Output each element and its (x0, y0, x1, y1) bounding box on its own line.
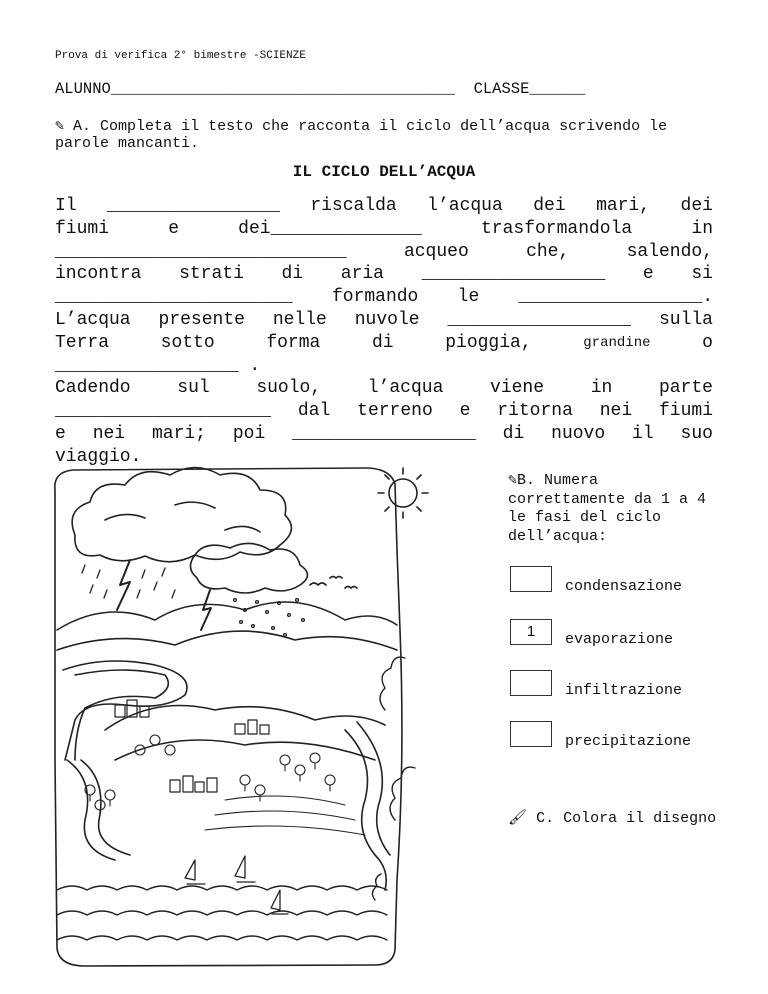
student-class-line (55, 80, 585, 98)
word: Terra (55, 332, 110, 353)
phase-number-box[interactable] (510, 721, 552, 747)
word: le (457, 287, 480, 308)
word: nelle (272, 309, 327, 330)
section-c-instruction (508, 810, 718, 829)
page-title: IL CICLO DELL’ACQUA (292, 163, 476, 181)
blank-1[interactable]: ________________ (107, 196, 280, 216)
cloze-line (55, 241, 713, 264)
blank-4[interactable]: _________________ (421, 264, 606, 285)
water-cycle-illustration (45, 460, 500, 970)
word: sotto (160, 332, 215, 353)
cloze-line (55, 195, 713, 218)
blank-2[interactable]: dei______________ (238, 218, 422, 239)
word: nuovo (551, 423, 606, 444)
phase-label: condensazione (565, 578, 683, 595)
pencil-icon: ✎ (55, 118, 65, 135)
word: che, (526, 241, 570, 262)
section-b-text: B. Numera correttamente da 1 a 4 le fasi del ciclo dell’acqua: (508, 472, 707, 545)
word: di (502, 423, 525, 444)
phase-label: evaporazione (565, 631, 674, 648)
section-b-instruction (508, 472, 723, 546)
word: in (691, 218, 713, 239)
word: e (55, 423, 66, 444)
word: suo (680, 423, 713, 444)
section-a-text: A. Completa il testo che racconta il ciclo dell’acqua scrivendo le parole mancanti. (55, 118, 668, 152)
cloze-line (55, 332, 713, 355)
phase-label: infiltrazione (565, 682, 683, 699)
phase-number-box[interactable] (510, 566, 552, 592)
word: viene (490, 378, 545, 399)
word: suolo, (256, 378, 322, 399)
word: mari; (151, 423, 206, 444)
word: il (632, 423, 654, 444)
word: dei (533, 196, 566, 216)
word: di (281, 264, 304, 285)
brush-icon: 🖌 (508, 810, 528, 827)
word: fiumi (658, 401, 713, 422)
word: di (371, 332, 394, 353)
blank-6[interactable]: _________________. (518, 287, 713, 308)
blank-3[interactable]: ___________________________ (55, 241, 347, 262)
section-a-instruction (55, 118, 715, 152)
word: forma (266, 332, 321, 353)
word: in (590, 378, 613, 399)
word: sulla (658, 309, 713, 330)
cloze-line (55, 400, 713, 423)
blank-5[interactable]: ______________________ (55, 287, 293, 308)
test-subtitle: Prova di verifica 2° bimestre -SCIENZE (55, 50, 306, 62)
word: dei (680, 196, 713, 216)
blank-7[interactable]: _________________ (447, 309, 632, 330)
cloze-line (55, 355, 713, 378)
sun-icon (378, 468, 428, 518)
cloze-line (55, 423, 713, 446)
word: Cadendo (55, 378, 131, 399)
word: si (691, 264, 713, 285)
word: L’acqua (55, 309, 131, 330)
word: nei (599, 401, 633, 422)
word: trasformandola (480, 218, 633, 239)
phase-label: precipitazione (565, 733, 692, 750)
blank-10[interactable]: _________________ (292, 423, 476, 444)
word: poi (232, 423, 266, 444)
word: e (642, 264, 654, 285)
section-c-text: C. Colora il disegno (536, 810, 717, 827)
word: terreno (357, 401, 433, 422)
word: o (702, 332, 713, 353)
word: pioggia, (445, 332, 532, 353)
cloze-line (55, 309, 713, 332)
word: aria (340, 264, 384, 285)
word: nei (92, 423, 126, 444)
word: mari, (596, 196, 651, 216)
word: parte (658, 378, 713, 399)
word: dal (297, 401, 331, 422)
word: incontra (55, 264, 142, 285)
word: sul (177, 378, 210, 399)
blank-8[interactable]: _________________ . (55, 355, 261, 376)
student-label: ALUNNO (55, 80, 111, 98)
word: l’acqua (427, 196, 503, 216)
word: ritorna (497, 401, 573, 422)
word: presente (158, 309, 245, 330)
word: l’acqua (367, 378, 444, 399)
word: fiumi (55, 218, 110, 239)
word: salendo, (626, 241, 713, 262)
word: nuvole (354, 309, 420, 330)
word: Il (55, 196, 77, 216)
cloze-line (55, 377, 713, 400)
word: strati (179, 264, 244, 285)
word: formando (331, 287, 419, 308)
class-blank[interactable]: ______ (529, 80, 586, 98)
phase-number-box[interactable] (510, 670, 552, 696)
blank-9[interactable]: ____________________ (55, 401, 272, 422)
student-name-blank[interactable]: _____________________________________ (110, 80, 455, 98)
word: viaggio. (55, 446, 142, 467)
cloze-line (55, 218, 713, 241)
class-label: CLASSE (473, 80, 530, 98)
pencil-icon: ✎ (508, 472, 518, 489)
cloze-line (55, 263, 713, 286)
word: riscalda (310, 196, 397, 216)
word: e (459, 401, 471, 422)
cloze-text (55, 195, 713, 469)
phase-number-box[interactable]: 1 (510, 619, 552, 645)
word: acqueo (403, 241, 469, 262)
cloze-line (55, 286, 713, 309)
word: e (168, 218, 179, 239)
word: grandine (583, 334, 651, 351)
